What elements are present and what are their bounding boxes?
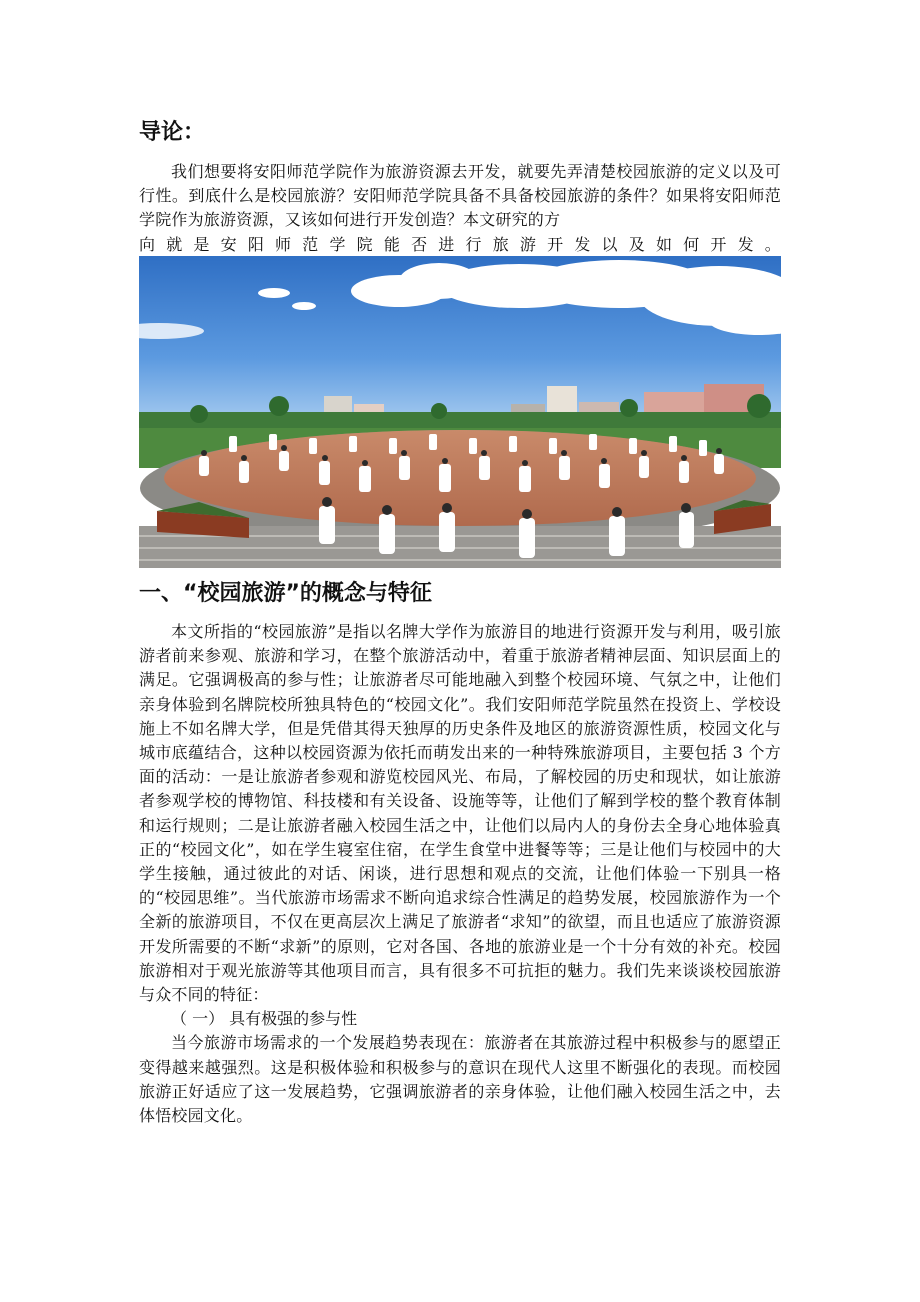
intro-paragraph-last-line: 向就是安阳师范学院能否进行旅游开发以及如何开发。 — [139, 234, 781, 254]
intro-heading: 导论： — [139, 120, 206, 145]
section1-subheading: （ 一） 具有极强的参与性 — [171, 1009, 358, 1029]
campus-taichi-photo — [139, 256, 781, 568]
photo-illustration — [139, 256, 781, 568]
section1-sub-paragraph: 当今旅游市场需求的一个发展趋势表现在：旅游者在其旅游过程中积极参与的愿望正变得越来越强烈。这是积极体验和积极参与的意识在现代人这里不断强化的表现。而校园旅游正好适应了这一发展趋势，它强调旅游者的亲身体验，让他们融入校园生活之中，去体悟校园文化。 — [139, 1033, 781, 1126]
section1-body — [139, 620, 781, 1128]
intro-paragraph-block — [139, 160, 781, 257]
plaza — [164, 430, 756, 526]
section1-paragraph: 本文所指的“校园旅游”是指以名牌大学作为旅游目的地进行资源开发与利用，吸引旅游者前来参观、旅游和学习，在整个旅游活动中，着重于旅游者精神层面、知识层面上的满足。它强调极高的参与性；让旅游者尽可能地融入到整个校园环境、气氛之中，让他们亲身体验到名牌院校所独具特色的“校园文化”。我们安阳师范学院虽然在投资上、学校设施上不如名牌大学，但是凭借其得天独厚的历史条件及地区的旅游资源性质，校园文化与城市底蕴结合，这种以校园资源为依托而萌发出来的一种特殊旅游项目，主要包括 3 个方面的活动：一是让旅游者参观和游览校园风光、布局，了解校园的历史和现状，如让旅游者参观学校的博物馆、科技楼和有关设备、设施等等，让他们了解到学校的整个教育体制和运行规则；二是让旅游者融入校园生活之中，让他们以局内人的身份去全身心地体验真正的“校园文化”，如在学生寝室住宿，在学生食堂中进餐等等；三是让他们与校园中的大学生接触，通过彼此的对话、闲谈，进行思想和观点的交流，让他们体验一下别具一格的“校园思维”。当代旅游市场需求不断向追求综合性满足的趋势发展，校园旅游作为一个全新的旅游项目，不仅在更高层次上满足了旅游者“求知”的欲望，而且也适应了旅游资源开发所需要的不断“求新”的原则，它对各国、各地的旅游业是一个十分有效的补充。校园旅游相对于观光旅游等其他项目而言，具有很多不可抗拒的魅力。我们先来谈谈校园旅游与众不同的特征： — [139, 622, 781, 1005]
intro-paragraph: 我们想要将安阳师范学院作为旅游资源去开发，就要先弄清楚校园旅游的定义以及可行性。到底什么是校园旅游？安阳师范学院具备不具备校园旅游的条件？如果将安阳师范学院作为旅游资源，又该如何进行开发创造？本文研究的方 — [139, 162, 781, 230]
section1-heading: 一、“校园旅游”的概念与特征 — [139, 581, 432, 606]
